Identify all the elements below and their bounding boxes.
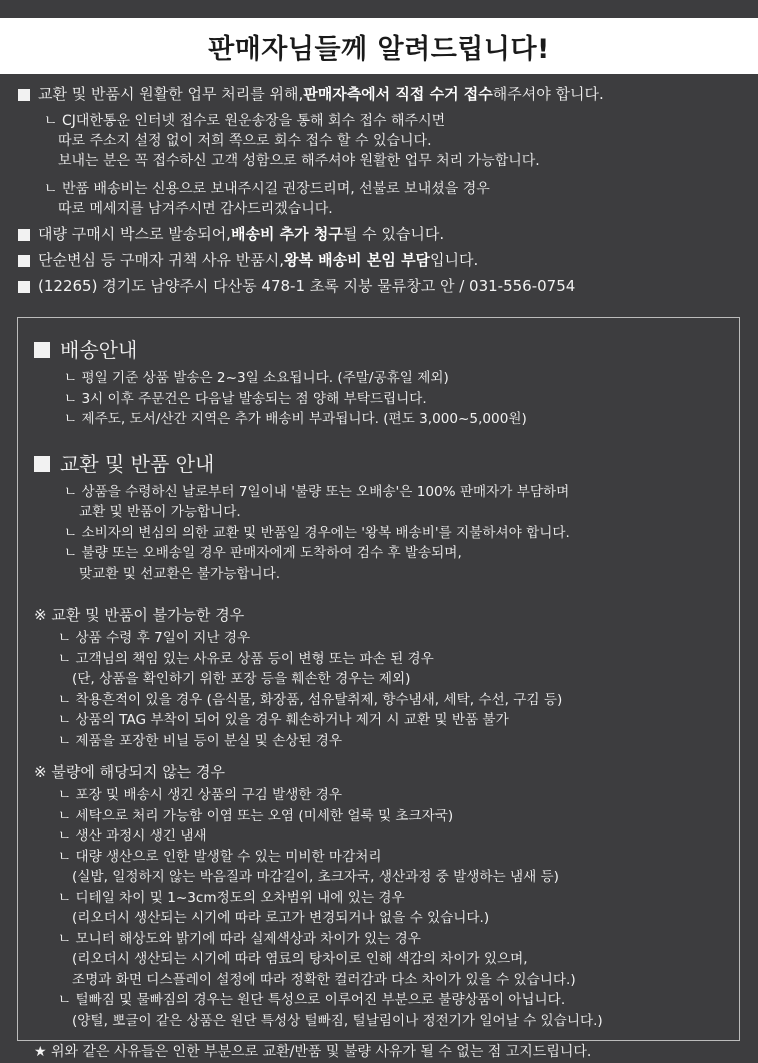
not-defect-heading: ※ 불량에 해당되지 않는 경우 bbox=[34, 763, 226, 781]
not-defect-item: (실밥, 일정하지 않는 박음질과 마감길이, 초크자국, 생산과정 중 발생하는 냄새 등) bbox=[72, 869, 559, 885]
impossible-heading: ※ 교환 및 반품이 불가능한 경우 bbox=[34, 606, 245, 624]
notice-text: 대량 구매시 박스로 발송되어, bbox=[38, 225, 231, 243]
impossible-item: ㄴ 착용흔적이 있을 경우 (음식물, 화장품, 섬유탈취제, 향수냄새, 세탁, 수선, 구김 등) bbox=[58, 691, 563, 708]
not-defect-item: ㄴ 포장 및 배송시 생긴 상품의 구김 발생한 경우 bbox=[58, 787, 343, 803]
shipping-item: ㄴ 제주도, 도서/산간 지역은 추가 배송비 부과됩니다. (편도 3,000~5,000원) bbox=[64, 411, 527, 427]
page-title-text: 판매자님들께 알려드립니다! bbox=[208, 33, 550, 65]
seller-notice bbox=[18, 84, 748, 297]
not-defect-item: ㄴ 모니터 해상도와 밝기에 따라 실제색상과 차이가 있는 경우 bbox=[58, 930, 421, 947]
exchange-item: ㄴ 상품을 수령하신 날로부터 7일이내 '불량 또는 오배송'은 100% 판매자가 부담하며 bbox=[64, 483, 570, 500]
notice-text: 교환 및 반품시 원활한 업무 처리를 위해, bbox=[38, 85, 304, 103]
impossible-item: ㄴ 상품의 TAG 부착이 되어 있을 경우 훼손하거나 제거 시 교환 및 반품 불가 bbox=[58, 712, 509, 728]
exchange-item: ㄴ 불량 또는 오배송일 경우 판매자에게 도착하여 검수 후 발송되며, bbox=[64, 545, 462, 561]
square-bullet-icon bbox=[18, 281, 30, 293]
notice-address-text: (12265) 경기도 남양주시 다산동 478-1 초록 지붕 물류창고 안 / 031-556-0754 bbox=[38, 277, 576, 295]
exchange-item: ㄴ 소비자의 변심의 의한 교환 및 반품일 경우에는 '왕복 배송비'를 지불하셔야 합니다. bbox=[64, 524, 570, 541]
notice-item-address bbox=[18, 276, 748, 297]
impossible-item: ㄴ 고객님의 책임 있는 사유로 상품 등이 변형 또는 파손 된 경우 bbox=[58, 650, 434, 667]
notice-text: 될 수 있습니다. bbox=[342, 225, 445, 243]
notice-sub-line: 따로 메세지를 남겨주시면 감사드리겠습니다. bbox=[58, 201, 333, 217]
footer-note: ★ 위와 같은 사유들은 인한 부분으로 교환/반품 및 불량 사유가 될 수 없는 점 고지드립니다. bbox=[34, 1044, 592, 1060]
square-bullet-icon bbox=[18, 89, 30, 101]
notice-item-pickup bbox=[18, 84, 748, 105]
not-defect-item: ㄴ 세탁으로 처리 가능함 이염 또는 오염 (미세한 얼룩 및 초크자국) bbox=[58, 807, 454, 824]
notice-sub-line: 보내는 분은 꼭 접수하신 고객 성함으로 해주셔야 원활한 업무 처리 가능합니다. bbox=[58, 153, 540, 169]
impossible-item: ㄴ 상품 수령 후 7일이 지난 경우 bbox=[58, 630, 251, 646]
notice-bold-text: 판매자측에서 직접 수거 접수 bbox=[303, 85, 493, 103]
impossible-item: ㄴ 제품을 포장한 비닐 등이 분실 및 손상된 경우 bbox=[58, 732, 343, 749]
square-bullet-icon bbox=[34, 456, 50, 472]
notice-text: 입니다. bbox=[430, 251, 479, 269]
impossible-item: (단, 상품을 확인하기 위한 포장 등을 훼손한 경우는 제외) bbox=[72, 671, 411, 687]
notice-sub-line: ㄴ CJ대한통운 인터넷 접수로 원운송장을 통해 회수 접수 해주시면 bbox=[44, 113, 446, 129]
notice-item-return-fee bbox=[18, 250, 748, 271]
not-defect-item: 조명과 화면 디스플레이 설정에 따라 정확한 컬러감과 다소 차이가 있을 수 있습니다.) bbox=[72, 971, 576, 988]
notice-item-bulk bbox=[18, 224, 748, 245]
info-box bbox=[17, 317, 740, 1060]
square-bullet-icon bbox=[18, 229, 30, 241]
shipping-item: ㄴ 평일 기준 상품 발송은 2~3일 소요됩니다. (주말/공휴일 제외) bbox=[64, 370, 449, 386]
shipping-heading bbox=[34, 336, 724, 364]
square-bullet-icon bbox=[34, 342, 50, 358]
exchange-heading bbox=[34, 450, 724, 478]
not-defect-item: (리오더시 생산되는 시기에 따라 로고가 변경되거나 없을 수 있습니다.) bbox=[72, 910, 490, 926]
notice-bold-text: 왕복 배송비 본임 부담 bbox=[283, 251, 431, 269]
notice-sub-line: 따로 주소지 설정 없이 저희 쪽으로 회수 접수 할 수 있습니다. bbox=[58, 133, 432, 149]
section-heading-text: 배송안내 bbox=[60, 338, 138, 362]
notice-text: 해주셔야 합니다. bbox=[492, 85, 604, 103]
not-defect-item: ㄴ 대량 생산으로 인한 발생할 수 있는 미비한 마감처리 bbox=[58, 848, 382, 865]
notice-bold-text: 배송비 추가 청구 bbox=[230, 225, 343, 243]
exchange-item: 맞교환 및 선교환은 불가능합니다. bbox=[79, 565, 281, 582]
not-defect-item: ㄴ 생산 과정시 생긴 냄새 bbox=[58, 828, 207, 844]
notice-sub-line: ㄴ 반품 배송비는 신용으로 보내주시길 권장드리며, 선불로 보내셨을 경우 bbox=[44, 181, 490, 197]
not-defect-item: (양털, 뽀글이 같은 상품은 원단 특성상 털빠짐, 털날림이나 정전기가 일어날 수 있습니다.) bbox=[72, 1012, 603, 1029]
square-bullet-icon bbox=[18, 255, 30, 267]
page-title bbox=[0, 18, 758, 74]
not-defect-item: ㄴ 디테일 차이 및 1~3cm정도의 오차범위 내에 있는 경우 bbox=[58, 889, 405, 906]
notice-text: 단순변심 등 구매자 귀책 사유 반품시, bbox=[38, 251, 284, 269]
not-defect-item: ㄴ 털빠짐 및 물빠짐의 경우는 원단 특성으로 이루어진 부분으로 불량상품이 아닙니다. bbox=[58, 992, 566, 1008]
section-heading-text: 교환 및 반품 안내 bbox=[60, 451, 215, 476]
shipping-item: ㄴ 3시 이후 주문건은 다음날 발송되는 점 양해 부탁드립니다. bbox=[64, 390, 427, 407]
exchange-item: 교환 및 반품이 가능합니다. bbox=[79, 504, 241, 520]
not-defect-item: (리오더시 생산되는 시기에 따라 염료의 탕차이로 인해 색감의 차이가 있으며, bbox=[72, 951, 528, 967]
